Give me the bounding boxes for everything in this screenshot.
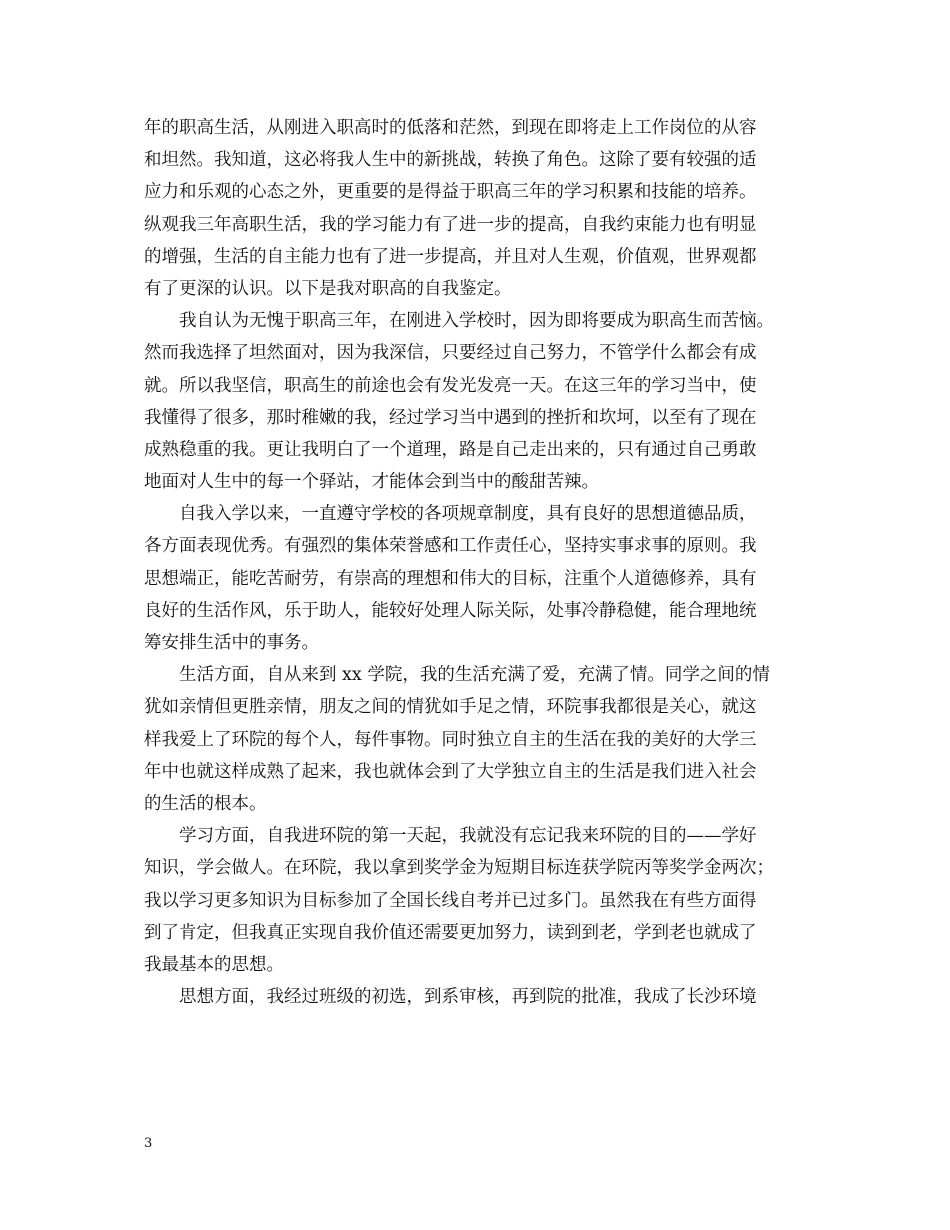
text-line: 的增强，生活的自主能力也有了进一步提高，并且对人生观，价值观，世界观都 <box>144 246 757 267</box>
text-line: 思想端正，能吃苦耐劳，有崇高的理想和伟大的目标，注重个人道德修养，具有 <box>144 568 757 589</box>
paragraph-first-line: 学习方面，自我进环院的第一天起，我就没有忘记我来环院的目的——学好 <box>179 826 757 847</box>
text-line: 就。所以我坚信，职高生的前途也会有发光发亮一天。在这三年的学习当中，使 <box>144 375 757 396</box>
text-line: 年中也就这样成熟了起来，我也就体会到了大学独立自主的生活是我们进入社会 <box>144 761 757 782</box>
body-text <box>144 112 834 1013</box>
text-line: 应力和乐观的心态之外，更重要的是得益于职高三年的学习积累和技能的培养。 <box>144 182 757 203</box>
text-line: 地面对人生中的每一个驿站，才能体会到当中的酸甜苦辣。 <box>144 472 599 493</box>
text-line: 我懂得了很多，那时稚嫩的我，经过学习当中遇到的挫折和坎坷，以至有了现在 <box>144 407 757 428</box>
text-line: 我最基本的思想。 <box>144 954 284 975</box>
text-line: 样我爱上了环院的每个人，每件事物。同时独立自主的生活在我的美好的大学三 <box>144 729 757 750</box>
text-line: 良好的生活作风，乐于助人，能较好处理人际关际，处事冷静稳健，能合理地统 <box>144 600 757 621</box>
text-line: 知识，学会做人。在环院，我以拿到奖学金为短期目标连获学院丙等奖学金两次； <box>144 858 774 879</box>
text-line: 年的职高生活，从刚进入职高时的低落和茫然，到现在即将走上工作岗位的从容 <box>144 118 757 138</box>
text-line: 各方面表现优秀。有强烈的集体荣誉感和工作责任心，坚持实事求事的原则。我 <box>144 536 757 557</box>
text-line: 然而我选择了坦然面对，因为我深信，只要经过自己努力，不管学什么都会有成 <box>144 343 757 364</box>
text-line: 到了肯定，但我真正实现自我价值还需要更加努力，读到到老，学到老也就成了 <box>144 922 757 943</box>
page-number: 3 <box>144 1136 153 1151</box>
text-line: 纵观我三年高职生活，我的学习能力有了进一步的提高，自我约束能力也有明显 <box>144 214 757 235</box>
paragraph-first-line: 我自认为无愧于职高三年，在刚进入学校时，因为即将要成为职高生而苦恼。 <box>179 311 774 332</box>
text-line: 和坦然。我知道，这必将我人生中的新挑战，转换了角色。这除了要有较强的适 <box>144 150 757 171</box>
paragraph-first-line: 思想方面，我经过班级的初选，到系审核，再到院的批准，我成了长沙环境 <box>179 987 757 1008</box>
text-line: 的生活的根本。 <box>144 793 267 814</box>
paragraph-first-line: 生活方面，自从来到 xx 学院，我的生活充满了爱，充满了情。同学之间的情 <box>179 665 770 686</box>
text-line: 有了更深的认识。以下是我对职高的自我鉴定。 <box>144 278 512 299</box>
text-line: 成熟稳重的我。更让我明白了一个道理，路是自己走出来的，只有通过自己勇敢 <box>144 439 757 460</box>
text-line: 我以学习更多知识为目标参加了全国长线自考并已过多门。虽然我在有些方面得 <box>144 890 757 911</box>
text-line: 犹如亲情但更胜亲情，朋友之间的情犹如手足之情，环院事我都很是关心，就这 <box>144 697 757 718</box>
paragraph-first-line: 自我入学以来，一直遵守学校的各项规章制度，具有良好的思想道德品质， <box>179 504 757 525</box>
text-line: 筹安排生活中的事务。 <box>144 633 319 653</box>
